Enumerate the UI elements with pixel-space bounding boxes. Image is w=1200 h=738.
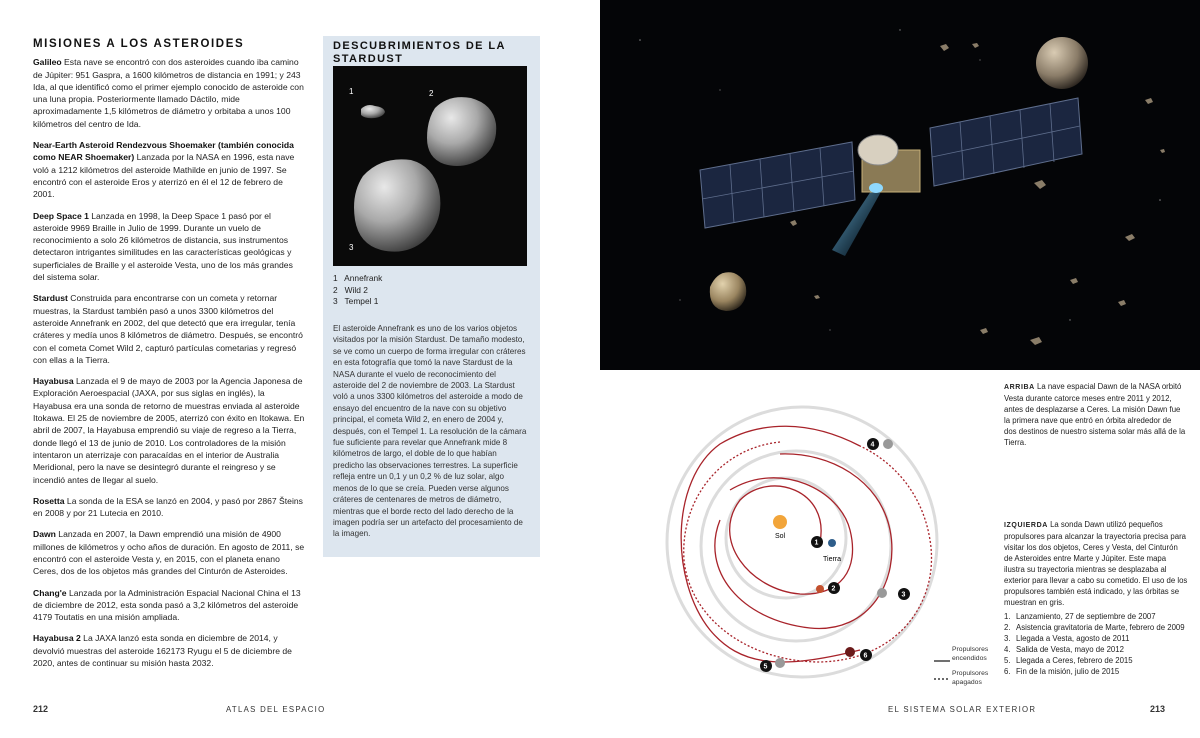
tempel1-comet — [354, 159, 440, 251]
milestone-text: Asistencia gravitatoria de Marte, febrero de 2009 — [1016, 622, 1185, 632]
milestone-item — [1004, 656, 1194, 667]
mission-name: Near-Earth Asteroid Rendezvous Shoemaker (también conocida como NEAR Shoemaker) — [33, 140, 294, 163]
milestone-number: 4. — [1004, 644, 1011, 654]
milestone-item — [1004, 634, 1194, 645]
mission-name: Deep Space 1 — [33, 210, 89, 221]
mission-list — [33, 56, 305, 669]
caption-top-text: La nave espacial Dawn de la NASA orbitó Vesta durante catorce meses entre 2011 y 2012, antes de desplazarse a Ceres. La misión Dawn fue la primera nave que entró en órbita alrededor de dos destinos de nuestro sistema solar más allá de la Tierra. — [1004, 382, 1186, 447]
caption-top — [1004, 381, 1186, 448]
dawn-illustration — [600, 0, 1200, 370]
milestone-number: 1. — [1004, 612, 1011, 621]
earth-icon — [828, 539, 836, 547]
mission-name: Galileo — [33, 57, 62, 68]
dawn-spacecraft-photo — [600, 0, 1200, 370]
caption-left-text: La sonda Dawn utilizó pequeños propulsores para alcanzar la trayectoria precisa para visitar los dos objetos, Ceres y Vesta, del Cinturón de Asteroides entre Marte y Júpiter. Este mapa ilustra su trayectoria mientras se desplazaba al exterior para llevar a cabo su cometido. El uso de los propulsores también está indicado, y las órbitas se muestran en gris. — [1004, 520, 1188, 607]
earth-label: Tierra — [823, 556, 842, 563]
marker-2: 2 — [831, 585, 836, 593]
mission-name: Dawn — [33, 529, 56, 540]
planet-orbits — [667, 407, 937, 677]
vesta-icon — [877, 588, 887, 598]
mission-paragraph — [33, 375, 305, 486]
mission-paragraph — [33, 210, 305, 284]
caption-top-tag: ARRIBA — [1004, 384, 1035, 391]
legend-item: 2 Wild 2 — [333, 284, 368, 295]
image-legend — [333, 273, 382, 308]
sidebar-text: El asteroide Annefrank es uno de los varios objetos visitados por la misión Stardust. De tamaño modesto, se ve como un cuerpo de forma irregular con cráteres en esta fotografía que tomó la nave Stardust de la NASA durante el vuelo de reconocimiento del asteroide del 2 de noviembre de 2003. La Stardust voló a unos 3300 kilómetros del asteroide a modo de ensayo del encuentro de la nave con su objetivo principal, el cometa Wild 2, en enero de 2004 y, después, con el Tempel 1. La resolución de la cámara fue suficiente para revelar que Annefrank mide 8 kilómetros de largo, el doble de lo que habían predicho las observaciones terrestres. La superficie refleja entre un 0,1 y un 0,2 % de luz solar, algo menos de lo que se creía. Pueden verse algunos cráteres de centenares de metros de diámetro, mientras que el borde recto del lado derecho de la imagen podría ser un artefacto del procesamiento de la imagen. — [333, 324, 527, 539]
milestone-number: 5. — [1004, 655, 1011, 665]
trajectory-svg — [660, 380, 1010, 700]
mission-paragraph — [33, 587, 305, 624]
sun-label: Sol — [775, 533, 786, 540]
marker-3: 3 — [901, 591, 906, 599]
mission-text: Lanzada en 1998, la Deep Space 1 pasó por el asteroide 9969 Braille in Julio de 1999. Durante un vuelo de reconocimiento a solo 26 kilómetros de distancia, sus instrumentos detectaron intrigantes similitudes en las características geológicas y superficiales de Braille y el asteroide Vesta, uno de los más grandes del sistema solar. — [33, 210, 293, 283]
footer-title-left: ATLAS DEL ESPACIO — [226, 705, 326, 714]
marker-4: 4 — [870, 441, 875, 449]
legend-item: 3 Tempel 1 — [333, 296, 379, 307]
dawn-trajectory-diagram — [660, 380, 1010, 700]
milestone-list — [1004, 612, 1194, 677]
mission-text: Lanzada en 2007, la Dawn emprendió una misión de 4900 millones de kilómetros y ocho años de duración. En agosto de 2011, se encontró con el asteroide Vesta y, en 2015, con el planeta enano Ceres, dos de los objetos más grandes del Cinturón de Asteroides. — [33, 529, 305, 577]
mission-text: Esta nave se encontró con dos asteroides cuando iba camino de Júpiter: 951 Gaspra, a 1600 kilómetros de distancia en 1991; y 243 Ida, al que identificó como el primer ejemplo conocido de asteroide con una luna propia. Posteriormente llamado Dáctilo, mide aproximadamente 1,5 kilómetros de diámetro y orbitaba a unos 100 kilómetros del centro de Ida. — [33, 57, 304, 129]
milestone-text: Lanzamiento, 27 de septiembre de 2007 — [1016, 612, 1156, 621]
mission-text: Lanzada por la NASA en 1996, esta nave voló a 1212 kilómetros del asteroide Mathilde en junio de 1997. Se encontró con el asteroide Eros y aterrizó en él el 12 de febrero de 2001. — [33, 152, 295, 200]
milestone-item — [1004, 612, 1194, 623]
mission-name: Hayabusa — [33, 376, 74, 387]
annefrank-asteroid — [361, 105, 385, 118]
legend-on-2: encendidos — [952, 655, 987, 662]
milestone-text: Llegada a Vesta, agosto de 2011 — [1016, 633, 1130, 643]
mission-text: La sonda de la ESA se lanzó en 2004, y pasó por 2867 Šteins en 2008 y por 21 Lutecia en 2010. — [33, 495, 303, 519]
image-label-2: 2 — [429, 89, 434, 98]
milestone-number: 6. — [1004, 666, 1011, 676]
mission-name: Chang'e — [33, 587, 67, 598]
milestone-number: 2. — [1004, 622, 1011, 632]
mission-end-icon — [845, 647, 855, 657]
legend-on-1: Propulsores — [952, 646, 989, 653]
mars-icon — [816, 585, 824, 593]
section-title: MISIONES A LOS ASTEROIDES — [33, 38, 245, 50]
milestone-item — [1004, 667, 1194, 678]
vesta-departure-icon — [883, 439, 893, 449]
mission-paragraph — [33, 139, 305, 200]
mission-name: Rosetta — [33, 495, 65, 506]
milestone-text: Llegada a Ceres, febrero de 2015 — [1016, 655, 1133, 665]
mission-text: Lanzada el 9 de mayo de 2003 por la Agencia Japonesa de Exploración Aeroespacial (JAXA, por sus siglas en inglés), la Hayabusa era una sonda de retorno de muestras enviada al asteroide Itokawa. El 25 de noviembre de 2005, aterrizó con éxito en Itokawa. En abril de 2007, la Hayabusa emprendió su viaje de regreso a la Tierra, donde llegó el 13 de junio de 2010. Los controladores de la misión intentaron un aterrizaje con paracaídas en el interior de Australia Meridional, pero la nave se desintegró durante el reingreso y se incendió antes de llegar al suelo. — [33, 376, 305, 485]
legend-off-2: apagados — [952, 679, 982, 686]
ceres-icon — [775, 658, 785, 668]
dawn-trajectory — [681, 426, 931, 662]
sun-icon — [773, 515, 787, 529]
milestone-text: Salida de Vesta, mayo de 2012 — [1016, 644, 1124, 654]
footer-title-right: EL SISTEMA SOLAR EXTERIOR — [888, 705, 1037, 714]
marker-5: 5 — [763, 663, 768, 671]
mission-name: Stardust — [33, 293, 68, 304]
image-label-3: 3 — [349, 243, 354, 252]
marker-1: 1 — [814, 539, 819, 547]
asteroid-photos — [333, 66, 527, 266]
milestone-item — [1004, 623, 1194, 634]
vesta-asteroid — [1036, 37, 1088, 89]
wild2-comet — [427, 97, 496, 166]
page-number-left: 212 — [33, 704, 49, 714]
mission-name: Hayabusa 2 — [33, 633, 81, 644]
mission-text: Construida para encontrarse con un cometa y retornar muestras, la Stardust también pasó a unos 3300 kilómetros del asteroide Annefrank en 2002, del que detectó que era irregular, tenía cráteres y medía unos 8 kilómetros de diámetro. Después, se encontró con el cometa Comet Wild 2, capturó partículas cometarias y regresó con ellas a la Tierra. — [33, 293, 303, 365]
diagram-legend — [934, 646, 989, 686]
caption-left-tag: IZQUIERDA — [1004, 522, 1048, 529]
marker-6: 6 — [863, 652, 868, 660]
mission-paragraph — [33, 56, 305, 130]
sidebar-title: DESCUBRIMIENTOS DE LA STARDUST — [333, 40, 506, 65]
mission-paragraph — [33, 495, 305, 520]
mission-paragraph — [33, 528, 305, 577]
mission-paragraph — [33, 632, 305, 669]
milestone-text: Fin de la misión, julio de 2015 — [1016, 666, 1120, 676]
milestone-number: 3. — [1004, 633, 1011, 643]
left-column — [33, 38, 305, 678]
mission-paragraph — [33, 292, 305, 366]
mission-text: Lanzada por la Administración Espacial Nacional China el 13 de diciembre de 2012, esta sonda pasó a 3,2 kilómetros del asteroide 4179 Toutatis en una misión ampliada. — [33, 587, 301, 623]
mission-text: La JAXA lanzó esta sonda en diciembre de 2014, y devolvió muestras del asteroide 162173 Ryugu el 5 de diciembre de 2020, antes de continuar su misión hasta 2032. — [33, 633, 292, 669]
page-number-right: 213 — [1150, 704, 1166, 714]
legend-off-1: Propulsores — [952, 670, 989, 677]
image-label-1: 1 — [349, 87, 354, 96]
milestone-item — [1004, 645, 1194, 656]
stardust-image — [333, 66, 527, 266]
legend-item: 1 Annefrank — [333, 273, 383, 283]
caption-left — [1004, 519, 1188, 608]
